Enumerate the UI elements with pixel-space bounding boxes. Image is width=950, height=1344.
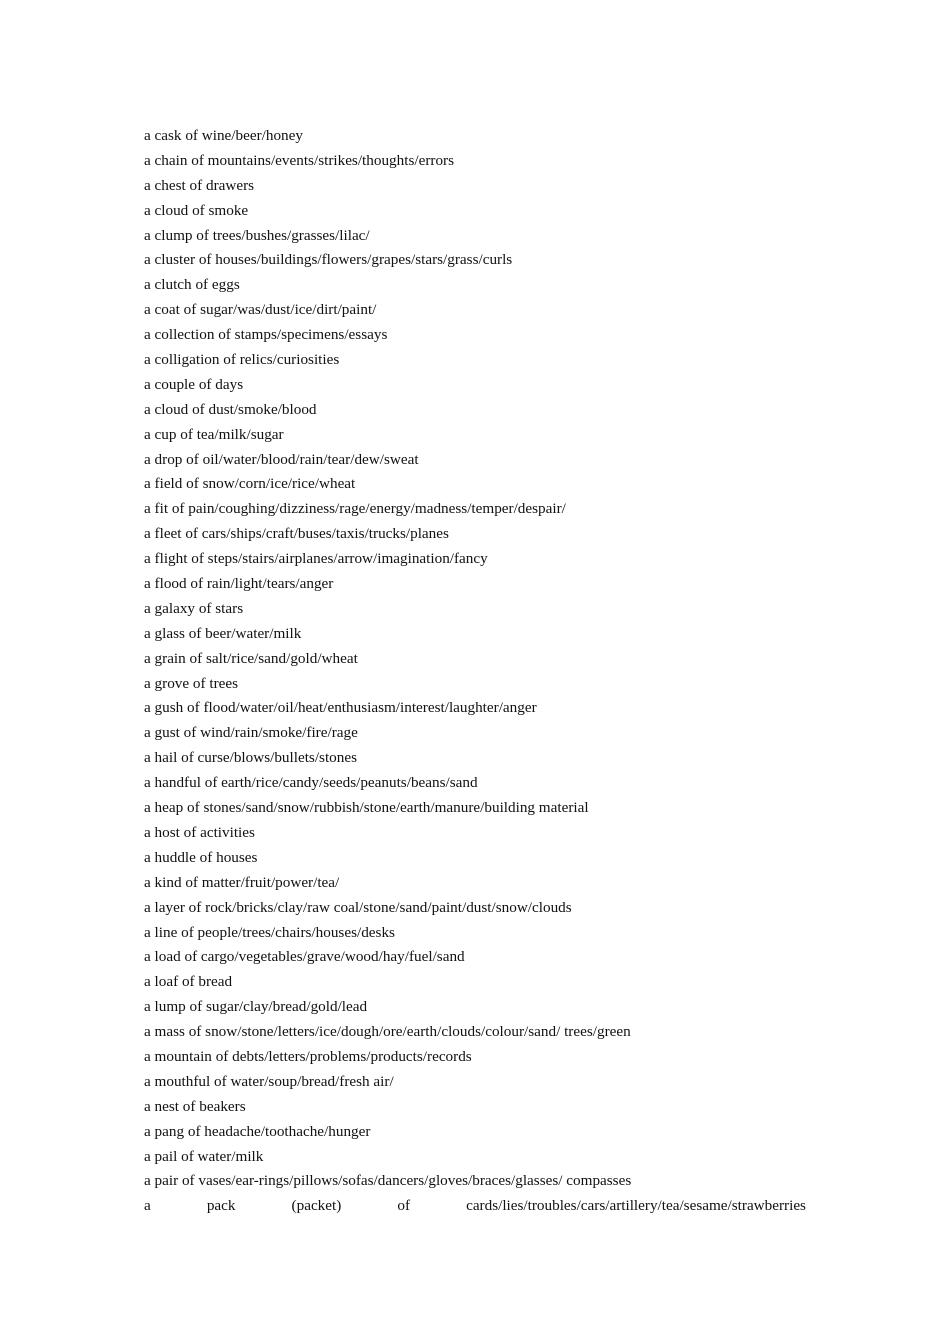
phrase-word: a bbox=[144, 1197, 151, 1215]
phrase-line: a pail of water/milk bbox=[144, 1147, 264, 1165]
phrase-line: a heap of stones/sand/snow/rubbish/stone/earth/manure/building material bbox=[144, 799, 589, 817]
phrase-line: a gust of wind/rain/smoke/fire/rage bbox=[144, 724, 358, 742]
phrase-line: a lump of sugar/clay/bread/gold/lead bbox=[144, 998, 368, 1016]
phrase-line: a load of cargo/vegetables/grave/wood/hay/fuel/sand bbox=[144, 948, 465, 966]
phrase-line: a pair of vases/ear-rings/pillows/sofas/dancers/gloves/braces/glasses/ compasses bbox=[144, 1172, 632, 1190]
phrase-word: pack bbox=[206, 1197, 236, 1215]
phrase-line: a clump of trees/bushes/grasses/lilac/ bbox=[144, 226, 370, 244]
phrase-line: a hail of curse/blows/bullets/stones bbox=[144, 749, 358, 767]
phrase-line: a grain of salt/rice/sand/gold/wheat bbox=[144, 649, 358, 667]
phrase-word: cards/lies/troubles/cars/artillery/tea/sesame/strawberries bbox=[466, 1197, 806, 1215]
phrase-line: a chest of drawers bbox=[144, 176, 255, 194]
phrase-line: a pang of headache/toothache/hunger bbox=[144, 1122, 371, 1140]
phrase-line: a fleet of cars/ships/craft/buses/taxis/trucks/planes bbox=[144, 525, 449, 543]
phrase-line: a line of people/trees/chairs/houses/desks bbox=[144, 923, 395, 941]
phrase-word: of bbox=[397, 1197, 411, 1215]
phrase-line: a colligation of relics/curiosities bbox=[144, 351, 340, 369]
phrase-line: a couple of days bbox=[144, 375, 244, 393]
phrase-line: a cluster of houses/buildings/flowers/grapes/stars/grass/curls bbox=[144, 251, 513, 269]
phrase-line: a cloud of smoke bbox=[144, 201, 249, 219]
phrase-word: (packet) bbox=[291, 1197, 342, 1215]
phrase-line: a nest of beakers bbox=[144, 1097, 246, 1115]
phrase-line: a layer of rock/bricks/clay/raw coal/stone/sand/paint/dust/snow/clouds bbox=[144, 898, 572, 916]
phrase-line: a flight of steps/stairs/airplanes/arrow/imagination/fancy bbox=[144, 550, 488, 568]
phrase-line: a kind of matter/fruit/power/tea/ bbox=[144, 873, 340, 891]
phrase-line: a glass of beer/water/milk bbox=[144, 624, 302, 642]
phrase-line: a drop of oil/water/blood/rain/tear/dew/sweat bbox=[144, 450, 419, 468]
phrase-line: a mountain of debts/letters/problems/products/records bbox=[144, 1047, 472, 1065]
phrase-line: a host of activities bbox=[144, 823, 255, 841]
phrase-line: a cask of wine/beer/honey bbox=[144, 127, 303, 144]
phrase-line: a field of snow/corn/ice/rice/wheat bbox=[144, 475, 356, 493]
phrase-line: a galaxy of stars bbox=[144, 599, 244, 617]
phrase-list bbox=[144, 124, 806, 1219]
phrase-line: a coat of sugar/was/dust/ice/dirt/paint/ bbox=[144, 301, 377, 319]
phrase-line: a mouthful of water/soup/bread/fresh air/ bbox=[144, 1072, 394, 1090]
phrase-line: a grove of trees bbox=[144, 674, 239, 692]
phrase-line: a cloud of dust/smoke/blood bbox=[144, 400, 317, 418]
phrase-line: a huddle of houses bbox=[144, 848, 258, 866]
phrase-line: a cup of tea/milk/sugar bbox=[144, 425, 284, 443]
phrase-line: a flood of rain/light/tears/anger bbox=[144, 575, 334, 593]
phrase-line: a mass of snow/stone/letters/ice/dough/ore/earth/clouds/colour/sand/ trees/green bbox=[144, 1023, 631, 1041]
phrase-line: a gush of flood/water/oil/heat/enthusiasm/interest/laughter/anger bbox=[144, 699, 537, 717]
phrase-line-justified bbox=[144, 1194, 806, 1219]
phrase-line: a clutch of eggs bbox=[144, 276, 240, 294]
phrase-line: a handful of earth/rice/candy/seeds/peanuts/beans/sand bbox=[144, 774, 478, 792]
phrase-line: a collection of stamps/specimens/essays bbox=[144, 326, 388, 344]
phrase-line: a chain of mountains/events/strikes/thoughts/errors bbox=[144, 151, 455, 169]
phrase-line: a fit of pain/coughing/dizziness/rage/energy/madness/temper/despair/ bbox=[144, 500, 566, 518]
phrase-line: a loaf of bread bbox=[144, 973, 233, 991]
